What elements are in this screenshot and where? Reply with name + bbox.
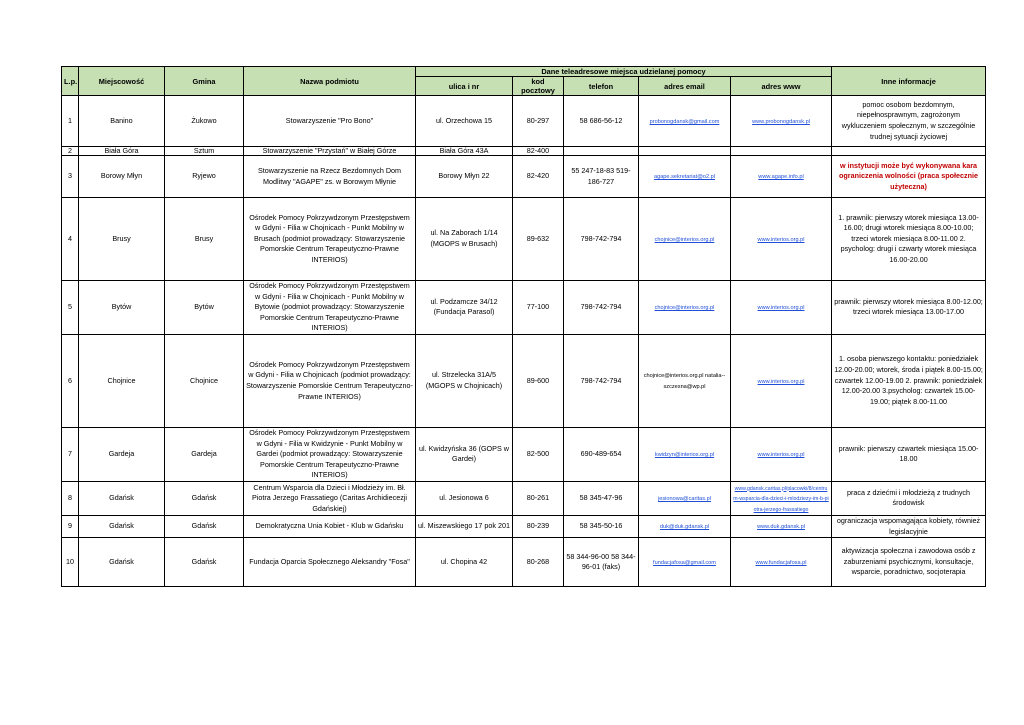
cell-telefon: 798-742-794 <box>564 334 639 427</box>
table-row <box>62 147 986 156</box>
cell-inne: w instytucji może być wykonywana kara ograniczenia wolności (praca społecznie użyteczna) <box>832 156 986 198</box>
cell-kod: 77-100 <box>513 281 564 335</box>
cell-miejscowosc: Gdańsk <box>79 538 165 587</box>
cell-nazwa: Stowarzyszenie "Przystań" w Białej Górze <box>244 147 416 156</box>
cell-miejscowosc: Gdańsk <box>79 481 165 515</box>
www-link[interactable]: www.duk.gdansk.pl <box>757 524 805 531</box>
cell-www <box>731 515 832 537</box>
cell-telefon: 58 345-47-96 <box>564 481 639 515</box>
cell-lp: 4 <box>62 198 79 281</box>
cell-nazwa: Demokratyczna Unia Kobiet - Klub w Gdańsku <box>244 515 416 537</box>
cell-lp: 5 <box>62 281 79 335</box>
cell-nazwa: Stowarzyszenie na Rzecz Bezdomnych Dom Modlitwy "AGAPE" zs. w Borowym Młynie <box>244 156 416 198</box>
email-link[interactable]: chojnice@interios.org.pl <box>654 305 715 312</box>
cell-lp: 8 <box>62 481 79 515</box>
table-row <box>62 538 986 587</box>
cell-nazwa: Stowarzyszenie "Pro Bono" <box>244 96 416 147</box>
cell-www <box>731 147 832 156</box>
cell-inne: prawnik: pierwszy czwartek miesiąca 15.00-18.00 <box>832 427 986 481</box>
cell-email <box>639 538 731 587</box>
email-link[interactable]: chojnice@interios.org.pl <box>654 236 715 243</box>
table-row <box>62 281 986 335</box>
cell-lp: 3 <box>62 156 79 198</box>
email-link[interactable]: duk@duk.gdansk.pl <box>659 524 710 531</box>
header-telefon: telefon <box>564 77 639 96</box>
cell-gmina: Żukowo <box>165 96 244 147</box>
cell-www <box>731 198 832 281</box>
cell-ulica: ul. Miszewskiego 17 pok 201 <box>416 515 513 537</box>
header-inne: Inne informacje <box>832 67 986 96</box>
email-text[interactable]: chojnice@interios.org.pl natalia--szczesna@wp.pl <box>643 373 726 390</box>
table-row <box>62 427 986 481</box>
cell-telefon: 798-742-794 <box>564 198 639 281</box>
cell-miejscowosc: Bytów <box>79 281 165 335</box>
cell-www <box>731 481 832 515</box>
cell-inne: praca z dziećmi i młodzieżą z trudnych środowisk <box>832 481 986 515</box>
cell-inne: aktywizacja społeczna i zawodowa osób z zaburzeniami psychicznymi, konsultacje, wsparcie, poradnictwo, socjoterapia <box>832 538 986 587</box>
www-link[interactable]: www.interios.org.pl <box>757 305 805 312</box>
header-email: adres email <box>639 77 731 96</box>
table-row <box>62 198 986 281</box>
cell-lp: 7 <box>62 427 79 481</box>
cell-inne: ograniczacja wspomagająca kobiety, również legislacyjnie <box>832 515 986 537</box>
cell-miejscowosc: Gardeja <box>79 427 165 481</box>
cell-gmina: Sztum <box>165 147 244 156</box>
cell-miejscowosc: Biała Góra <box>79 147 165 156</box>
cell-nazwa: Ośrodek Pomocy Pokrzywdzonym Przestępstwem w Gdyni - Filia w Chojnicach - Punkt Mobilny w Bytowie (podmiot prowadzący: Stowarzyszenie Pomorskie Centrum Terapeutyczno-Prawne INTERIOS) <box>244 281 416 335</box>
header-miejscowosc: Miejscowość <box>79 67 165 96</box>
header-contact-group: Dane teleadresowe miejsca udzielanej pomocy <box>416 67 832 77</box>
cell-gmina: Brusy <box>165 198 244 281</box>
cell-inne <box>832 147 986 156</box>
cell-lp: 6 <box>62 334 79 427</box>
cell-ulica: ul. Kwidzyńska 36 (GOPS w Gardei) <box>416 427 513 481</box>
www-link[interactable]: www.agape.info.pl <box>758 174 804 181</box>
table-row <box>62 334 986 427</box>
cell-ulica: ul. Na Zaborach 1/14 (MGOPS w Brusach) <box>416 198 513 281</box>
cell-kod: 82-400 <box>513 147 564 156</box>
cell-inne: pomoc osobom bezdomnym, niepełnosprawnym, zagrożonym wykluczeniem społecznym, w szczególnie trudnej sytuacji życiowej <box>832 96 986 147</box>
cell-inne: 1. prawnik: pierwszy wtorek miesiąca 13.00-16.00; drugi wtorek miesiąca 8.00-10.00; trzeci wtorek miesiąca 8.00-11.00 2. psycholog: drugi i czwarty wtorek miesiąca 16.00-20.00 <box>832 198 986 281</box>
table-row <box>62 156 986 198</box>
header-nazwa: Nazwa podmiotu <box>244 67 416 96</box>
cell-email <box>639 198 731 281</box>
cell-lp: 10 <box>62 538 79 587</box>
cell-www <box>731 427 832 481</box>
cell-email <box>639 481 731 515</box>
cell-miejscowosc: Chojnice <box>79 334 165 427</box>
cell-miejscowosc: Borowy Młyn <box>79 156 165 198</box>
www-link[interactable]: www.interios.org.pl <box>757 236 805 243</box>
cell-nazwa: Centrum Wsparcia dla Dzieci i Młodzieży im. Bł. Piotra Jerzego Frassatiego (Caritas Archidiecezji Gdańskiej) <box>244 481 416 515</box>
cell-ulica: ul. Orzechowa 15 <box>416 96 513 147</box>
cell-gmina: Gardeja <box>165 427 244 481</box>
cell-email <box>639 147 731 156</box>
www-link[interactable]: www.gdansk.caritas.pl/placowki/8/centrum-wsparcia-dla-dzieci-i-mlodziezy-im-b-piotra-jerzego-frassatiego <box>733 485 829 513</box>
cell-nazwa: Ośrodek Pomocy Pokrzywdzonym Przestępstwem w Gdyni - Filia w Chojnicach - Punkt Mobilny w Brusach (podmiot prowadzący: Stowarzyszenie Pomorskie Centrum Terapeutyczno-Prawne INTERIOS) <box>244 198 416 281</box>
cell-miejscowosc: Banino <box>79 96 165 147</box>
cell-telefon: 55 247-18-83 519-186-727 <box>564 156 639 198</box>
cell-kod: 80-268 <box>513 538 564 587</box>
cell-lp: 1 <box>62 96 79 147</box>
cell-gmina: Chojnice <box>165 334 244 427</box>
cell-gmina: Bytów <box>165 281 244 335</box>
cell-www <box>731 96 832 147</box>
cell-www <box>731 334 832 427</box>
cell-telefon: 58 345-50-16 <box>564 515 639 537</box>
cell-ulica: ul. Strzelecka 31A/5 (MGOPS w Chojnicach) <box>416 334 513 427</box>
cell-email <box>639 515 731 537</box>
cell-nazwa: Ośrodek Pomocy Pokrzywdzonym Przestępstwem w Gdyni - Filia w Chojnicach (podmiot prowadzący: Stowarzyszenie Pomorskie Centrum Terapeutyczno-Prawne INTERIOS) <box>244 334 416 427</box>
header-row <box>62 67 986 77</box>
table-row <box>62 96 986 147</box>
header-www: adres www <box>731 77 832 96</box>
email-link[interactable]: kwidzyn@interios.org.pl <box>654 452 715 459</box>
cell-telefon: 690-489-654 <box>564 427 639 481</box>
cell-email <box>639 156 731 198</box>
cell-kod: 82-500 <box>513 427 564 481</box>
cell-www <box>731 281 832 335</box>
cell-email <box>639 427 731 481</box>
email-link[interactable]: jesionowa@caritas.pl <box>658 496 711 503</box>
email-link[interactable]: agape.sekretariat@o2.pl <box>653 174 716 181</box>
cell-kod: 89-600 <box>513 334 564 427</box>
cell-email <box>639 334 731 427</box>
cell-lp: 2 <box>62 147 79 156</box>
email-link[interactable]: fundacjafosa@gmail.com <box>653 559 716 566</box>
cell-www <box>731 156 832 198</box>
cell-gmina: Gdańsk <box>165 481 244 515</box>
cell-miejscowosc: Brusy <box>79 198 165 281</box>
cell-kod: 80-261 <box>513 481 564 515</box>
email-link[interactable]: probonogdansk@gmail.com <box>649 118 720 125</box>
table-row <box>62 515 986 537</box>
cell-telefon: 798-742-794 <box>564 281 639 335</box>
cell-ulica: ul. Jesionowa 6 <box>416 481 513 515</box>
www-link[interactable]: www.probonogdansk.pl <box>752 118 810 125</box>
cell-kod: 89-632 <box>513 198 564 281</box>
cell-telefon <box>564 147 639 156</box>
cell-nazwa: Ośrodek Pomocy Pokrzywdzonym Przestępstwem w Gdyni - Filia w Kwidzynie - Punkt Mobilny w Gardei (podmiot prowadzący: Stowarzyszenie Pomorskie Centrum Terapeutyczno-Prawne INTERIOS) <box>244 427 416 481</box>
table-row <box>62 481 986 515</box>
header-ulica: ulica i nr <box>416 77 513 96</box>
cell-gmina: Gdańsk <box>165 515 244 537</box>
cell-www <box>731 538 832 587</box>
cell-lp: 9 <box>62 515 79 537</box>
cell-telefon: 58 686-56-12 <box>564 96 639 147</box>
cell-email <box>639 281 731 335</box>
www-link[interactable]: www.fundacjafosa.pl <box>755 559 807 566</box>
cell-email <box>639 96 731 147</box>
cell-miejscowosc: Gdańsk <box>79 515 165 537</box>
cell-ulica: ul. Podzamcze 34/12 (Fundacja Parasol) <box>416 281 513 335</box>
header-lp: L.p. <box>62 67 79 96</box>
cell-gmina: Ryjewo <box>165 156 244 198</box>
cell-ulica: Biała Góra 43A <box>416 147 513 156</box>
cell-inne: 1. osoba pierwszego kontaktu: poniedziałek 12.00-20.00; wtorek, środa i piątek 8.00-15.00; czwartek 12.00-19.00 2. prawnik: poniedziałek 12.00-20.00 3.psycholog: czwartek 15.00-19.00; piątek 8.00-11.00 <box>832 334 986 427</box>
cell-nazwa: Fundacja Oparcia Społecznego Aleksandry "Fosa" <box>244 538 416 587</box>
cell-inne: prawnik: pierwszy wtorek miesiąca 8.00-12.00; trzeci wtorek miesiąca 13.00-17.00 <box>832 281 986 335</box>
cell-gmina: Gdańsk <box>165 538 244 587</box>
cell-ulica: ul. Chopina 42 <box>416 538 513 587</box>
cell-kod: 80-297 <box>513 96 564 147</box>
cell-kod: 82-420 <box>513 156 564 198</box>
help-centers-table <box>61 66 986 587</box>
header-kod: kod pocztowy <box>513 77 564 96</box>
cell-kod: 80-239 <box>513 515 564 537</box>
cell-ulica: Borowy Młyn 22 <box>416 156 513 198</box>
www-link[interactable]: www.interios.org.pl <box>757 378 805 385</box>
header-gmina: Gmina <box>165 67 244 96</box>
www-link[interactable]: www.interios.org.pl <box>757 452 805 459</box>
cell-telefon: 58 344-96-00 58 344-96-01 (faks) <box>564 538 639 587</box>
